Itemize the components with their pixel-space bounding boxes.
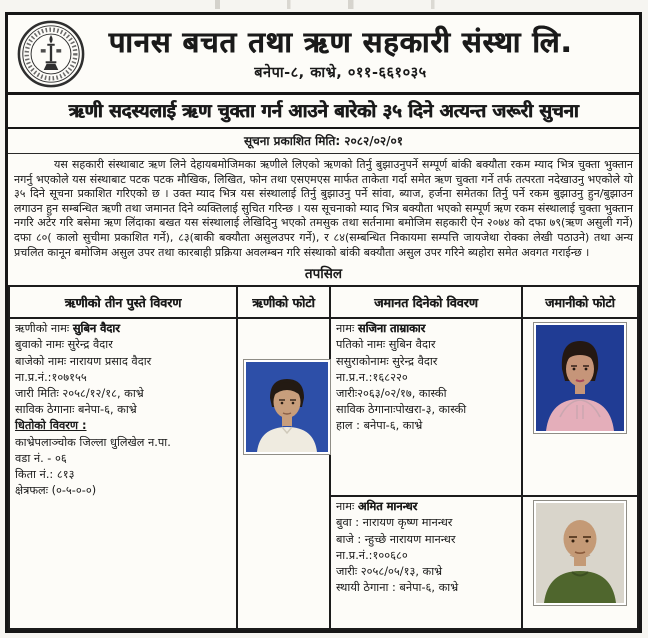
guarantor1-detail-line: ससुराकोनामः सुरेन्द्र वैदार [336, 354, 438, 368]
borrower-detail-line: बाजेको नामः नारायण प्रसाद वैदार [15, 354, 152, 368]
details-table-wrap [8, 285, 639, 630]
schedule-title: तपसिल [304, 266, 343, 283]
guarantor1-name: सजिना ताम्राकार [357, 322, 426, 336]
borrower-detail-line: ना.प्र.नं.:१०७१५५ [15, 370, 87, 384]
borrower-photo-cell [237, 318, 330, 629]
table-row [9, 318, 638, 496]
guarantor2-detail-line: स्थायी ठेगाना : बनेपा-६, काभ्रे [336, 581, 459, 595]
col-header-borrower-photo: ऋणीको फोटो [237, 286, 330, 318]
torn-newsprint-fragment [150, 0, 510, 9]
details-table [8, 285, 639, 630]
table-header-row [9, 286, 638, 318]
guarantor1-detail-line: हाल : बनेपा-६, काभ्रे [336, 419, 423, 433]
guarantor2-details-cell [330, 496, 522, 629]
col-header-borrower-details: ऋणीको तीन पुस्ते विवरण [9, 286, 237, 318]
document-header [8, 15, 639, 95]
guarantor2-name-line: नामः अमित मानन्धर [336, 500, 418, 514]
guarantor1-details-cell [330, 318, 522, 496]
guarantor2-photo [533, 500, 627, 606]
guarantor1-name-line: नामः सजिना ताम्राकार [336, 322, 426, 336]
org-name: पानस बचत तथा ऋण सहकारी संस्था लि. [108, 25, 573, 59]
borrower-photo [243, 359, 331, 455]
collateral-line: किता नं.: ८१३ [15, 467, 75, 481]
collateral-line: क्षेत्रफलः (०-५-०-०) [15, 484, 97, 498]
cooperative-seal-icon [14, 19, 88, 89]
collateral-heading: धितोको विवरण : [15, 419, 87, 433]
notice-headline: ऋणी सदस्यलाई ऋण चुक्ता गर्न आउने बारेको ३५ दिने अत्यन्त जरूरी सुचना [8, 95, 639, 129]
collateral-line: वडा नं. - ०६ [15, 451, 67, 465]
borrower-detail-line: साविक ठेगानाः बनेपा-६, काभ्रे [15, 403, 137, 417]
notice-document [5, 12, 642, 633]
col-header-guarantor-details: जमानत दिनेको विवरण [330, 286, 522, 318]
notice-body-paragraph: यस सहकारी संस्थाबाट ऋण लिने देहायबमोजिमका ऋणीले लिएको ऋणको तिर्नु बुझाउनुपर्ने सम्पूर्ण बांकी बक्यौता रकम म्याद भित्र चुक्ता भुक्तान नगर्नु भएकोले यस संस्थाबाट पटक पटक मौखिक, लिखित, फोन तथा एसएमएस मार्फत ताकेता गर्दा समेत ऋण चुक्ता गर्ने तर्फ तत्परता नदेखाउनु भएकोले यो ३५ दिने सूचना प्रकाशित गरिएको छ । उक्त म्याद भित्र यस संस्थालाई तिर्नु बुझाउनु पर्ने सांवा, ब्याज, हर्जना समेतका तिर्नु पर्ने रकम बुझाउनु हुन/बुझाउन लगाउन हुन सम्बन्धित ऋणी तथा जमानत दिने व्यक्तिलाई सुचित गरिन्छ । यस सूचनाको म्याद भित्र बक्यौता भएको सम्पूर्ण ऋण रकम संस्थालाई चुक्ता भुक्तान नगरि अटेर गरि बसेमा ऋण लिंदाका बखत यस संस्थालाई लेखिदिनु भएको तमसुक तथा सर्तनामा बमोजिम सहकारी ऐन २०७४ को दफा ७९(ऋण असुली गर्ने) दफा ८०( कालो सुचीमा प्रकाशित गर्ने), ८३(बाकी बक्यौता असुलउपर गर्ने), र ८४(सम्बन्धित निकायमा सम्पत्ति जायजेथा रोक्का लेखी पठाउने) तथा अन्य प्रचलित कानून बमोजिम असुल उपर तथा कारबाही प्रक्रिया अवलम्बन गरि संस्थाको बांकी बक्यौता असुल उपर गरिने ब्यहोरा समेत अवगत गराईन्छ । [14, 158, 633, 259]
collateral-line: काभ्रेपलाञ्चोक जिल्ला धुलिखेल न.पा. [15, 435, 171, 449]
header-text-block [88, 25, 633, 82]
guarantor2-name: अमित मानन्धर [357, 500, 418, 514]
guarantor2-detail-line: जारीः २०५८/०५/१३, काभ्रे [336, 564, 443, 578]
borrower-details-cell [9, 318, 237, 629]
guarantor2-detail-line: बाजे : न्हुच्छे नारायण मानन्धर [336, 532, 456, 546]
publish-date-line: सूचना प्रकाशित मिति: २०८२/०२/०१ [8, 129, 639, 154]
col-header-guarantor-photo: जमानीको फोटो [522, 286, 638, 318]
guarantor1-detail-line: जारीः२०६३/०२/१७, कास्की [336, 386, 447, 400]
borrower-detail-line: जारी मितिः २०५८/१२/१८, काभ्रे [15, 386, 144, 400]
guarantor1-detail-line: पतिको नामः सुबिन वैदार [336, 338, 436, 352]
guarantor1-photo-cell [522, 318, 638, 496]
guarantor2-photo-cell [522, 496, 638, 629]
org-address: बनेपा-८, काभ्रे, ०११-६६१०३५ [254, 65, 427, 81]
borrower-name: सुबिन वैदार [72, 322, 120, 336]
guarantor2-detail-line: बुवा : नारायण कृष्ण मानन्धर [336, 516, 453, 530]
borrower-detail-line: बुवाको नामः सुरेन्द्र वैदार [15, 338, 113, 352]
guarantor1-photo [533, 322, 627, 434]
guarantor2-detail-line: ना.प्र.नं.:१००६८० [336, 548, 408, 562]
guarantor1-detail-line: साविक ठेगानाःपोखरा-३, कास्की [336, 403, 467, 417]
borrower-name-line: ऋणीको नामः सुबिन वैदार [15, 322, 120, 336]
guarantor1-detail-line: ना.प्र.न.:१६८२२० [336, 370, 408, 384]
